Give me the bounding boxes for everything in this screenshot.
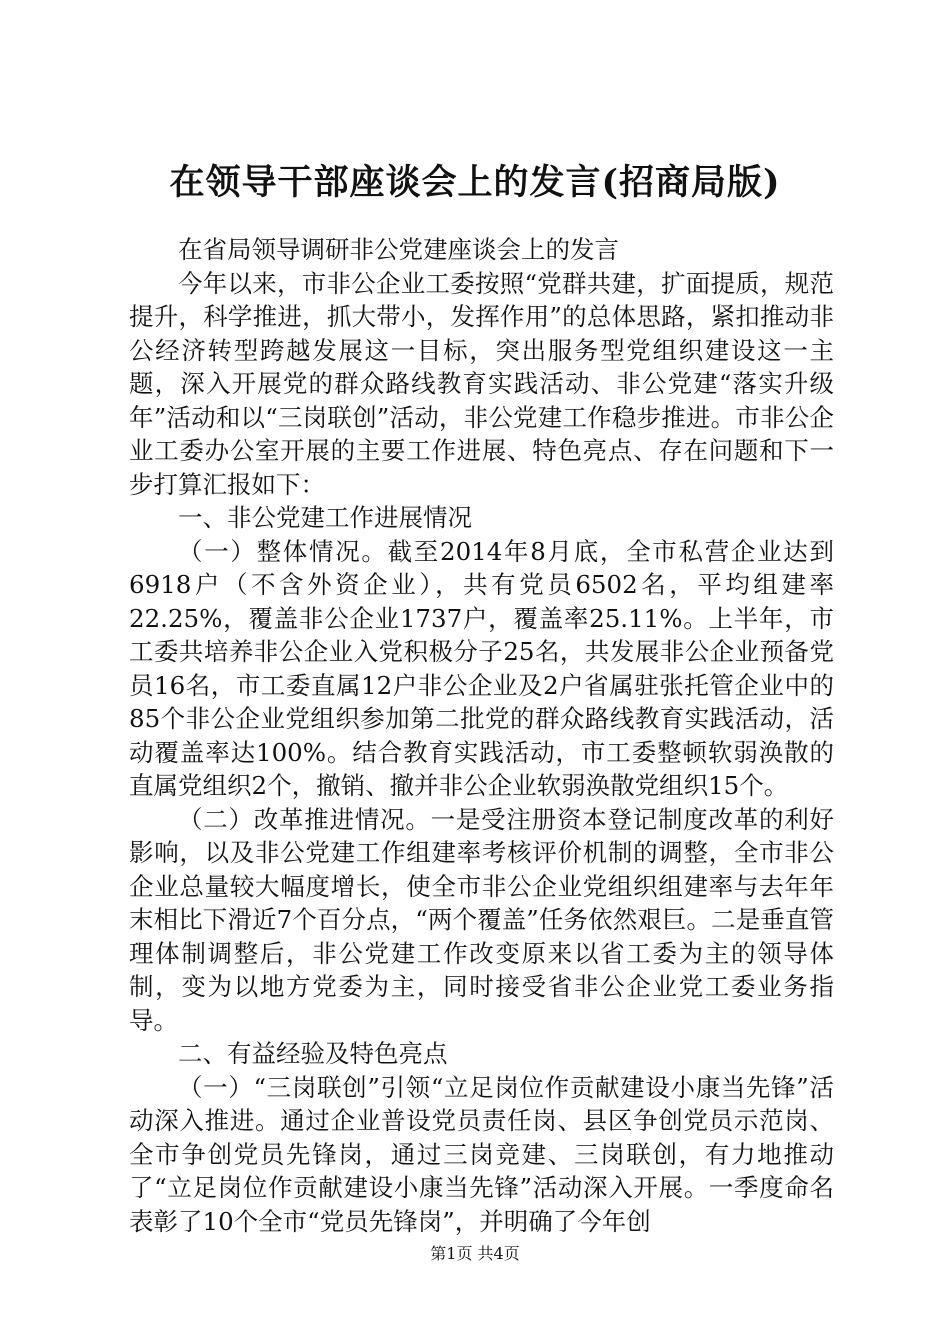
- page-number-footer: 第1页 共4页: [430, 1244, 520, 1263]
- document-title: 在领导干部座谈会上的发言(招商局版): [169, 162, 781, 203]
- speech-subtitle: 在省局领导调研非公党建座谈会上的发言: [178, 235, 619, 264]
- intro-paragraph: 今年以来，市非公企业工委按照“党群共建，扩面提质，规范提升，科学推进，抓大带小，发挥作用”的总体思路，紧扣推动非公经济转型跨越发展这一目标，突出服务型党组织建设这一主题，深入开展党的群众路线教育实践活动、非公党建“落实升级年”活动和以“三岗联创”活动，非公党建工作稳步推进。市非公企业工委办公室开展的主要工作进展、特色亮点、存在问题和下一步打算汇报如下：: [129, 268, 834, 499]
- paragraph-overall-situation: （一）整体情况。截至2014年8月底，全市私营企业达到6918户（不含外资企业），共有党员6502名，平均组建率22.25%，覆盖非公企业1737户，覆盖率25.11%。上半年，市工委共培养非公企业入党积极分子25名，共发展非公企业预备党员16名，市工委直属12户非公企业及2户省属驻张托管企业中的85个非公企业党组织参加第二批党的群众路线教育实践活动，活动覆盖率达100%。结合教育实践活动，市工委整顿软弱涣散的直属党组织2个，撤销、撤并非公企业软弱涣散党组织15个。: [129, 536, 834, 800]
- section-heading-2: 二、有益经验及特色亮点: [178, 1039, 448, 1068]
- document-body: [129, 233, 834, 1238]
- paragraph-reform-progress: （二）改革推进情况。一是受注册资本登记制度改革的利好影响，以及非公党建工作组建率考核评价机制的调整，全市非公企业总量较大幅度增长，使全市非公企业党组织组建率与去年年末相比下滑近7个百分点，“两个覆盖”任务依然艰巨。二是垂直管理体制调整后，非公党建工作改变原来以省工委为主的领导体制，变为以地方党委为主，同时接受省非公企业党工委业务指导。: [129, 804, 834, 1035]
- section-heading-1: 一、非公党建工作进展情况: [178, 503, 472, 532]
- paragraph-three-posts: （一）“三岗联创”引领“立足岗位作贡献建设小康当先锋”活动深入推进。通过企业普设党员责任岗、县区争创党员示范岗、全市争创党员先锋岗，通过三岗竞建、三岗联创，有力地推动了“立足岗位作贡献建设小康当先锋”活动深入开展。一季度命名表彰了10个全市“党员先锋岗”，并明确了今年创: [129, 1072, 834, 1236]
